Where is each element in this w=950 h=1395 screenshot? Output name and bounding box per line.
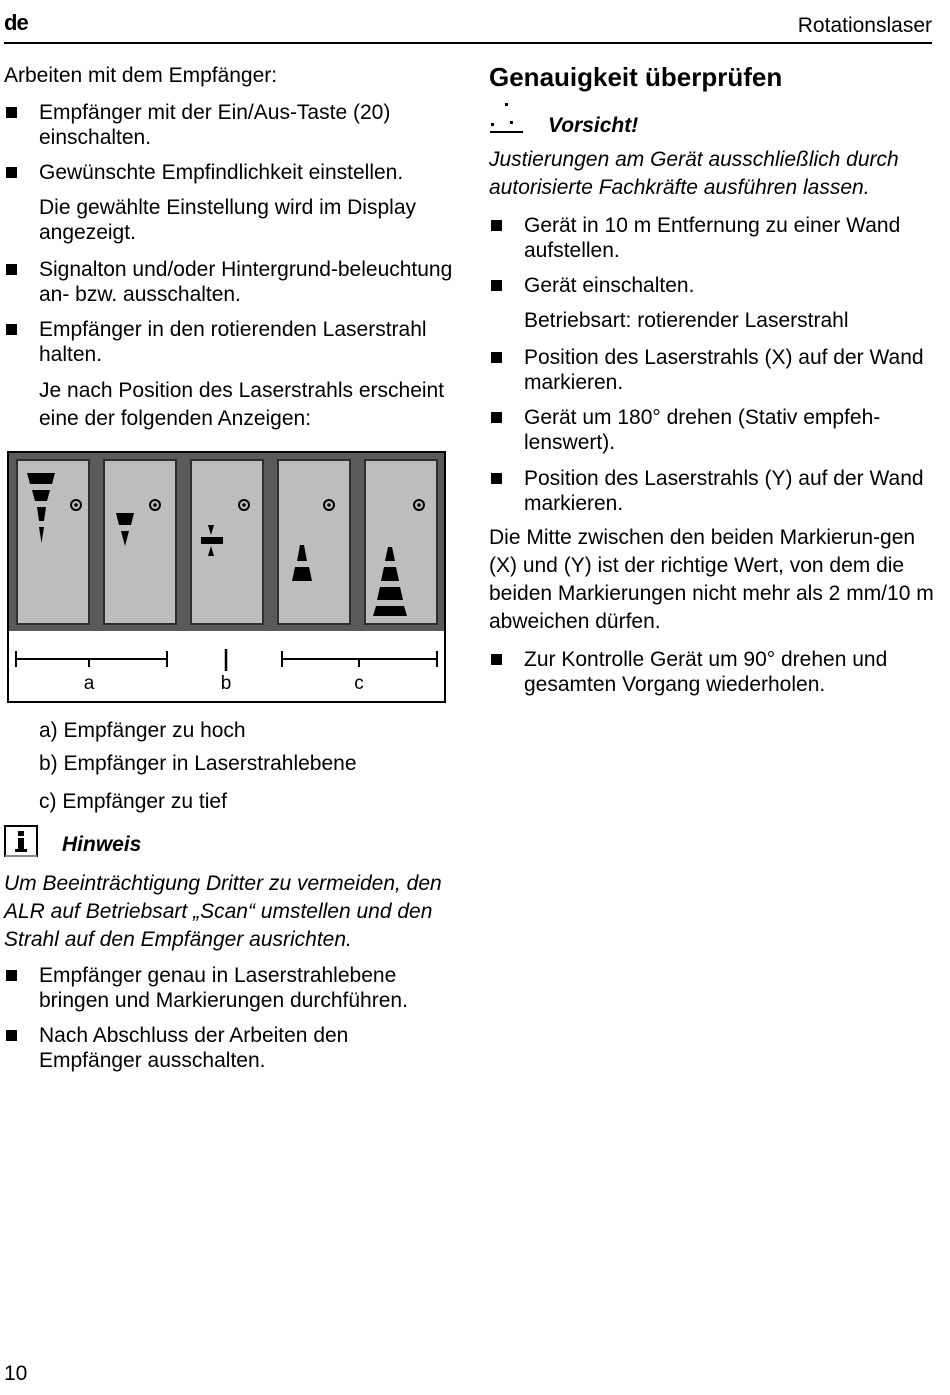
legend-item: b) Empfänger in Laserstrahlebene [39,752,357,775]
label-a: a [83,673,95,694]
hint-title: Hinweis [62,833,142,856]
bullet-item: Gerät in 10 m Entfernung zu einer Wand aufstellen. [489,213,934,263]
document-title: Rotationslaser [797,14,932,37]
intro-text: Arbeiten mit dem Empfänger: [4,64,278,87]
bullet-item: Empfänger in den rotierenden Laserstrahl halten. [4,317,454,367]
bullet-item: Gewünschte Empfindlichkeit einstellen. [4,160,454,185]
display-panel-low-strong [364,459,438,625]
caution-icon [489,100,525,134]
caution-text: Justierungen am Gerät ausschließlich durch autorisierte Fachkräfte ausführen lassen. [489,148,899,199]
display-panel-level [190,459,264,625]
caution-title: Vorsicht! [548,114,639,137]
bullet-item: Position des Laserstrahls (X) auf der Wand markieren. [489,345,934,395]
bullet-item: Zur Kontrolle Gerät um 90° drehen und gesamten Vorgang wiederholen. [489,647,934,697]
language-tag: de [4,10,28,35]
display-panel-high-weak [103,459,177,625]
bullet-item: Empfänger mit der Ein/Aus-Taste (20) einschalten. [4,100,454,150]
left-column-lower [4,718,454,814]
legend-item: c) Empfänger zu tief [39,790,227,813]
receiver-display-figure [7,451,446,703]
paragraph: Die Mitte zwischen den beiden Markierun-gen (X) und (Y) ist der richtige Wert, von dem die beiden Markierungen nicht mehr als 2 mm/10 m abweichen dürfen. [489,526,934,633]
right-column [489,213,934,516]
range-brackets [9,631,444,701]
left-column-end [4,963,454,1073]
section-heading: Genauigkeit überprüfen [489,62,783,92]
paragraph: Betriebsart: rotierender Laserstrahl [524,309,849,332]
bullet-item: Position des Laserstrahls (Y) auf der Wand markieren. [489,466,934,516]
bullet-item: Gerät einschalten. [489,273,934,298]
label-c: c [354,673,364,694]
page-number: 10 [4,1362,28,1385]
left-column [4,63,454,433]
bullet-item: Signalton und/oder Hintergrund-beleuchtung an- bzw. ausschalten. [4,257,454,307]
bullet-item: Gerät um 180° drehen (Stativ empfeh-lenswert). [489,405,934,455]
display-panels [9,453,444,631]
paragraph: Die gewählte Einstellung wird im Display angezeigt. [39,196,416,244]
info-icon [4,825,38,857]
bullet-item: Nach Abschluss der Arbeiten den Empfänger ausschalten. [4,1023,454,1073]
label-b: b [220,673,232,694]
legend-item: a) Empfänger zu hoch [39,719,246,742]
display-panel-high-strong [16,459,90,625]
bullet-item: Empfänger genau in Laserstrahlebene bringen und Markierungen durchführen. [4,963,454,1013]
paragraph: Je nach Position des Laserstrahls erscheint eine der folgenden Anzeigen: [39,379,445,430]
display-panel-low-weak [277,459,351,625]
hint-text: Um Beeinträchtigung Dritter zu vermeiden, den ALR auf Betriebsart „Scan“ umstellen und den Strahl auf den Empfänger ausrichten. [4,872,442,951]
right-column-end [489,647,934,697]
header-rule [4,42,932,44]
